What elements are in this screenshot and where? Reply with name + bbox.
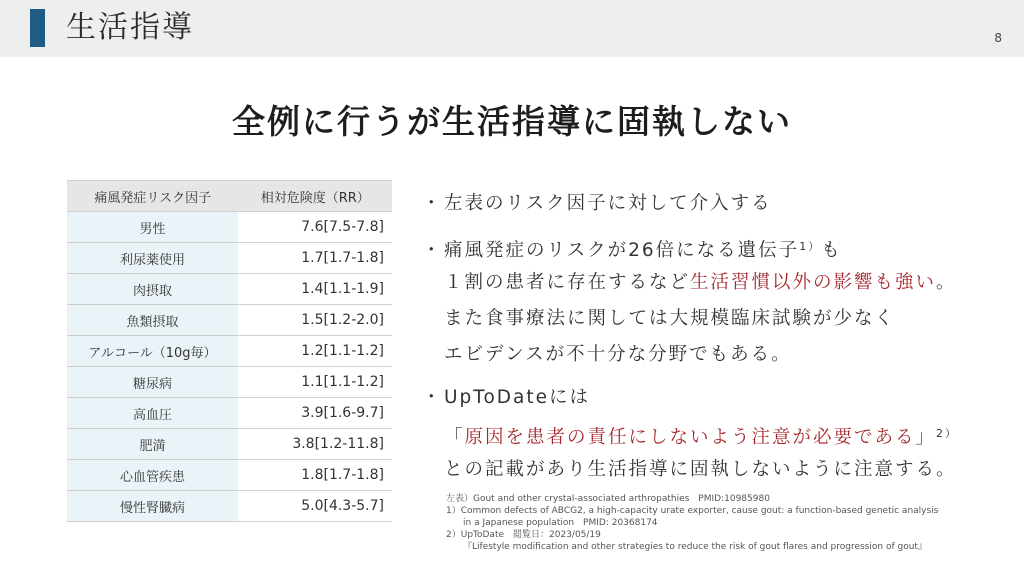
table-row xyxy=(67,398,392,429)
emphasis-text: 生活習慣以外の影響も強い xyxy=(690,272,937,293)
bullet-continuation xyxy=(422,416,1012,452)
table-row xyxy=(67,243,392,274)
table-row xyxy=(67,429,392,460)
bullet-text: も xyxy=(821,240,842,261)
rr-cell: 1.8[1.7-1.8] xyxy=(239,460,393,491)
bullet-dot: ・ xyxy=(422,240,443,261)
factor-cell: 心血管疾患 xyxy=(67,460,239,491)
rr-cell: 3.9[1.6-9.7] xyxy=(239,398,393,429)
citation-marker: 1） xyxy=(799,240,822,253)
page-number: 8 xyxy=(994,31,1002,45)
table-header-row xyxy=(67,181,392,212)
header-bar xyxy=(0,0,1024,57)
bullet-text: 痛風発症のリスクが26倍になる遺伝子 xyxy=(444,240,800,261)
bullet-item xyxy=(422,229,1012,265)
table-row xyxy=(67,274,392,305)
bullet-continuation xyxy=(422,265,1012,301)
rr-cell: 3.8[1.2-11.8] xyxy=(239,429,393,460)
bullet-text: 。 xyxy=(936,272,957,293)
bullet-item xyxy=(422,186,1012,222)
factor-cell: 魚類摂取 xyxy=(67,305,239,336)
table-row xyxy=(67,212,392,243)
bullet-dot: ・ xyxy=(422,387,443,408)
reference-item: 1）Common defects of ABCG2, a high-capacity urate exporter, cause gout: a function-based genetic analysis xyxy=(446,506,939,516)
factor-cell: 糖尿病 xyxy=(67,367,239,398)
reference-item: 2）UpToDate 閲覧日：2023/05/19 xyxy=(446,530,601,540)
bullet-text: 左表のリスク因子に対して介入する xyxy=(444,193,772,214)
rr-cell: 1.1[1.1-1.2] xyxy=(239,367,393,398)
table-row xyxy=(67,460,392,491)
factor-cell: 肉摂取 xyxy=(67,274,239,305)
page-title: 生活指導 xyxy=(66,10,194,45)
rr-cell: 1.5[1.2-2.0] xyxy=(239,305,393,336)
bullet-dot: ・ xyxy=(422,193,443,214)
slide-headline: 全例に行うが生活指導に固執しない xyxy=(232,102,792,141)
column-header-factor: 痛風発症リスク因子 xyxy=(67,181,239,212)
factor-cell: 肥満 xyxy=(67,429,239,460)
bullet-list xyxy=(422,186,1012,488)
quote-close: 」 xyxy=(915,427,937,448)
factor-cell: 慢性腎臓病 xyxy=(67,491,239,522)
reference-item: in a Japanese population PMID: 20368174 xyxy=(463,518,658,528)
column-header-rr: 相対危険度（RR） xyxy=(239,181,393,212)
rr-cell: 1.7[1.7-1.8] xyxy=(239,243,393,274)
rr-cell: 7.6[7.5-7.8] xyxy=(239,212,393,243)
reference-item: 『Lifestyle modification and other strategies to reduce the risk of gout flares and progression of gout』 xyxy=(463,542,927,552)
table-row xyxy=(67,491,392,522)
table-row xyxy=(67,305,392,336)
bullet-continuation: また食事療法に関しては大規模臨床試験が少なく xyxy=(444,308,896,329)
factor-cell: 男性 xyxy=(67,212,239,243)
factor-cell: アルコール（10g毎） xyxy=(67,336,239,367)
bullet-continuation: エビデンスが不十分な分野でもある。 xyxy=(444,344,792,365)
citation-marker: 2） xyxy=(936,427,959,440)
rr-cell: 5.0[4.3-5.7] xyxy=(239,491,393,522)
risk-factor-table xyxy=(67,180,392,522)
header-accent-bar xyxy=(30,9,45,47)
emphasis-text: 原因を患者の責任にしないよう注意が必要である xyxy=(464,427,916,448)
table-row xyxy=(67,336,392,367)
bullet-continuation: との記載があり生活指導に固執しないように注意する。 xyxy=(444,459,957,480)
bullet-item xyxy=(422,380,1012,416)
table-row xyxy=(67,367,392,398)
rr-cell: 1.4[1.1-1.9] xyxy=(239,274,393,305)
bullet-text: UpToDateには xyxy=(444,387,590,408)
quote-open: 「 xyxy=(444,427,465,448)
factor-cell: 利尿薬使用 xyxy=(67,243,239,274)
bullet-text: １割の患者に存在するなど xyxy=(444,272,691,293)
reference-item: 左表）Gout and other crystal-associated arthropathies PMID:10985980 xyxy=(446,494,770,504)
factor-cell: 高血圧 xyxy=(67,398,239,429)
references xyxy=(446,493,1016,553)
rr-cell: 1.2[1.1-1.2] xyxy=(239,336,393,367)
